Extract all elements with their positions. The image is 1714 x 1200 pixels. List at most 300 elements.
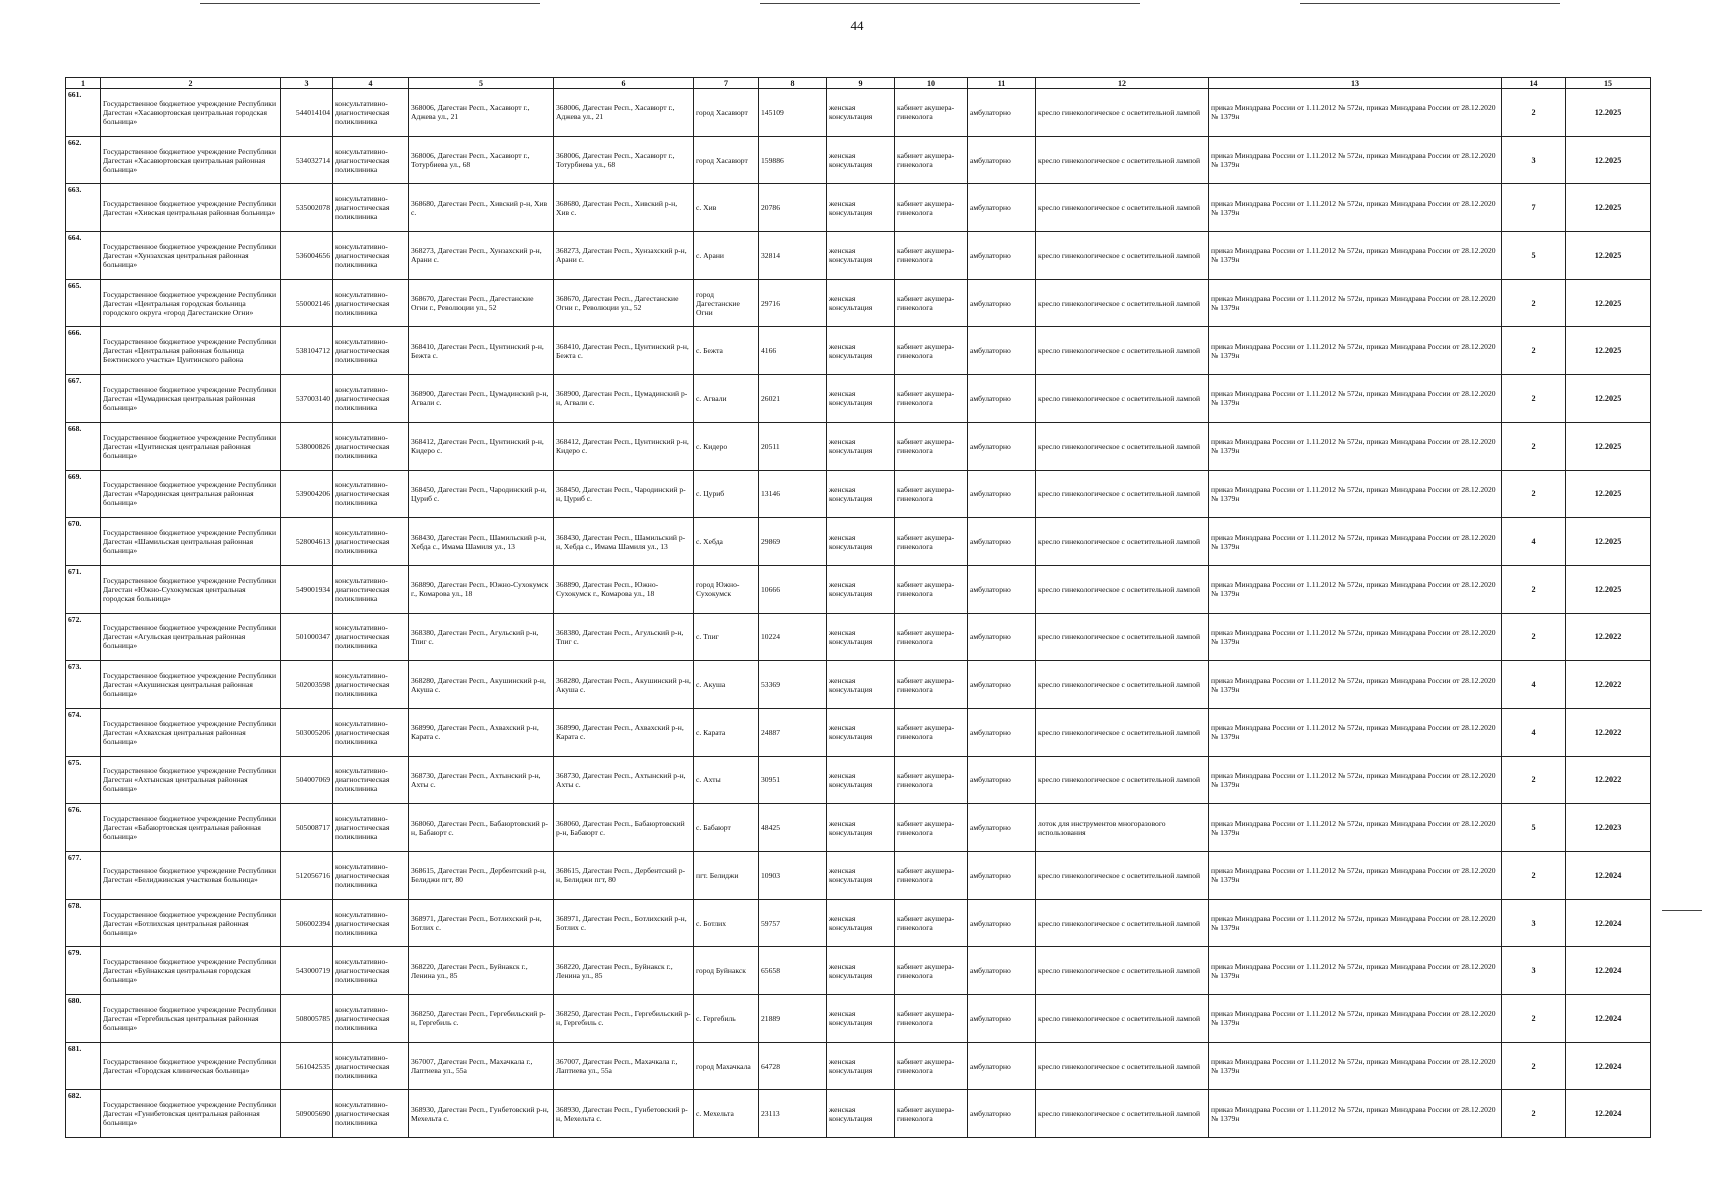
care-mode-cell: амбулаторно	[968, 947, 1036, 995]
facility-type-cell: консультативно-диагностическая поликлиника	[333, 89, 409, 137]
population-cell: 26021	[759, 375, 827, 423]
institution-code-cell: 503005206	[281, 708, 333, 756]
actual-address-cell: 368990, Дагестан Респ., Ахвахский р-н, Карата с.	[554, 708, 694, 756]
room-type-cell: кабинет акушера-гинеколога	[895, 136, 968, 184]
service-profile-cell: женская консультация	[827, 852, 895, 900]
locality-cell: с. Хив	[694, 184, 759, 232]
actual-address-cell: 368410, Дагестан Респ., Цунтинский р-н, Бежта с.	[554, 327, 694, 375]
locality-cell: с. Арани	[694, 232, 759, 280]
row-number-cell: 674.	[66, 708, 101, 756]
care-mode-cell: амбулаторно	[968, 232, 1036, 280]
row-number-cell: 667.	[66, 375, 101, 423]
quantity-cell: 2	[1502, 89, 1566, 137]
locality-cell: с. Цуриб	[694, 470, 759, 518]
delivery-date-cell: 12.2024	[1566, 852, 1651, 900]
institution-code-cell: 561042535	[281, 1042, 333, 1090]
care-mode-cell: амбулаторно	[968, 1042, 1036, 1090]
institution-name-cell: Государственное бюджетное учреждение Республики Дагестан «Цунтинская центральная районная больница»	[101, 422, 281, 470]
institution-name-cell: Государственное бюджетное учреждение Республики Дагестан «Центральная районная больница Бежтинского участка» Цунтинского района	[101, 327, 281, 375]
regulation-reference-cell: приказ Минздрава России от 1.11.2012 № 572н, приказ Минздрава России от 28.12.2020 № 1379н	[1209, 899, 1502, 947]
equipment-name-cell: кресло гинекологическое с осветительной лампой	[1036, 184, 1209, 232]
care-mode-cell: амбулаторно	[968, 136, 1036, 184]
service-profile-cell: женская консультация	[827, 899, 895, 947]
actual-address-cell: 368006, Дагестан Респ., Хасавюрт г., Аджева ул., 21	[554, 89, 694, 137]
room-type-cell: кабинет акушера-гинеколога	[895, 852, 968, 900]
row-number-cell: 676.	[66, 804, 101, 852]
regulation-reference-cell: приказ Минздрава России от 1.11.2012 № 572н, приказ Минздрава России от 28.12.2020 № 1379н	[1209, 422, 1502, 470]
locality-cell: город Дагестанские Огни	[694, 279, 759, 327]
actual-address-cell: 368273, Дагестан Респ., Хунзахский р-н, Арани с.	[554, 232, 694, 280]
column-header-13: 13	[1209, 78, 1502, 89]
service-profile-cell: женская консультация	[827, 327, 895, 375]
locality-cell: город Махачкала	[694, 1042, 759, 1090]
equipment-name-cell: кресло гинекологическое с осветительной лампой	[1036, 756, 1209, 804]
service-profile-cell: женская консультация	[827, 565, 895, 613]
delivery-date-cell: 12.2025	[1566, 136, 1651, 184]
row-number-cell: 661.	[66, 89, 101, 137]
quantity-cell: 2	[1502, 613, 1566, 661]
quantity-cell: 2	[1502, 470, 1566, 518]
legal-address-cell: 368280, Дагестан Респ., Акушинский р-н, Акуша с.	[409, 661, 554, 709]
quantity-cell: 2	[1502, 1090, 1566, 1138]
table-row	[66, 1042, 1651, 1090]
table-body	[66, 89, 1651, 1138]
quantity-cell: 2	[1502, 565, 1566, 613]
population-cell: 13146	[759, 470, 827, 518]
population-cell: 145109	[759, 89, 827, 137]
delivery-date-cell: 12.2025	[1566, 327, 1651, 375]
locality-cell: с. Бабаюрт	[694, 804, 759, 852]
delivery-date-cell: 12.2025	[1566, 375, 1651, 423]
institution-code-cell: 504007069	[281, 756, 333, 804]
institution-code-cell: 534032714	[281, 136, 333, 184]
regulation-reference-cell: приказ Минздрава России от 1.11.2012 № 572н, приказ Минздрава России от 28.12.2020 № 1379н	[1209, 613, 1502, 661]
row-number-cell: 662.	[66, 136, 101, 184]
column-header-3: 3	[281, 78, 333, 89]
care-mode-cell: амбулаторно	[968, 804, 1036, 852]
delivery-date-cell: 12.2025	[1566, 422, 1651, 470]
population-cell: 23113	[759, 1090, 827, 1138]
institution-code-cell: 538000826	[281, 422, 333, 470]
legal-address-cell: 368006, Дагестан Респ., Хасавюрт г., Аджева ул., 21	[409, 89, 554, 137]
column-number-row	[66, 78, 1651, 89]
institution-name-cell: Государственное бюджетное учреждение Республики Дагестан «Южно-Сухокумская центральная городская больница»	[101, 565, 281, 613]
room-type-cell: кабинет акушера-гинеколога	[895, 1090, 968, 1138]
column-header-12: 12	[1036, 78, 1209, 89]
legal-address-cell: 368380, Дагестан Респ., Агульский р-н, Тпиг с.	[409, 613, 554, 661]
service-profile-cell: женская консультация	[827, 470, 895, 518]
locality-cell: город Буйнакск	[694, 947, 759, 995]
service-profile-cell: женская консультация	[827, 613, 895, 661]
service-profile-cell: женская консультация	[827, 995, 895, 1043]
locality-cell: с. Карата	[694, 708, 759, 756]
row-number-cell: 670.	[66, 518, 101, 566]
population-cell: 59757	[759, 899, 827, 947]
table-row	[66, 852, 1651, 900]
room-type-cell: кабинет акушера-гинеколога	[895, 565, 968, 613]
delivery-date-cell: 12.2025	[1566, 518, 1651, 566]
population-cell: 53369	[759, 661, 827, 709]
institution-code-cell: 505008717	[281, 804, 333, 852]
facility-type-cell: консультативно-диагностическая поликлиника	[333, 995, 409, 1043]
table-row	[66, 232, 1651, 280]
regulation-reference-cell: приказ Минздрава России от 1.11.2012 № 572н, приказ Минздрава России от 28.12.2020 № 1379н	[1209, 89, 1502, 137]
table-row	[66, 279, 1651, 327]
row-number-cell: 675.	[66, 756, 101, 804]
locality-cell: с. Кидеро	[694, 422, 759, 470]
facility-type-cell: консультативно-диагностическая поликлиника	[333, 708, 409, 756]
institution-code-cell: 539004206	[281, 470, 333, 518]
equipment-name-cell: лоток для инструментов многоразового использования	[1036, 804, 1209, 852]
care-mode-cell: амбулаторно	[968, 565, 1036, 613]
room-type-cell: кабинет акушера-гинеколога	[895, 804, 968, 852]
facility-type-cell: консультативно-диагностическая поликлиника	[333, 375, 409, 423]
care-mode-cell: амбулаторно	[968, 852, 1036, 900]
legal-address-cell: 368730, Дагестан Респ., Ахтынский р-н, Ахты с.	[409, 756, 554, 804]
regulation-reference-cell: приказ Минздрава России от 1.11.2012 № 572н, приказ Минздрава России от 28.12.2020 № 1379н	[1209, 804, 1502, 852]
actual-address-cell: 368380, Дагестан Респ., Агульский р-н, Тпиг с.	[554, 613, 694, 661]
room-type-cell: кабинет акушера-гинеколога	[895, 613, 968, 661]
quantity-cell: 3	[1502, 899, 1566, 947]
locality-cell: с. Бежта	[694, 327, 759, 375]
quantity-cell: 2	[1502, 995, 1566, 1043]
equipment-name-cell: кресло гинекологическое с осветительной лампой	[1036, 232, 1209, 280]
actual-address-cell: 368250, Дагестан Респ., Гергебильский р-н, Гергебиль с.	[554, 995, 694, 1043]
regulation-reference-cell: приказ Минздрава России от 1.11.2012 № 572н, приказ Минздрава России от 28.12.2020 № 1379н	[1209, 756, 1502, 804]
table-row	[66, 327, 1651, 375]
scan-line-right-edge	[1662, 910, 1702, 911]
care-mode-cell: амбулаторно	[968, 184, 1036, 232]
quantity-cell: 3	[1502, 947, 1566, 995]
table-row	[66, 756, 1651, 804]
equipment-name-cell: кресло гинекологическое с осветительной лампой	[1036, 899, 1209, 947]
delivery-date-cell: 12.2022	[1566, 756, 1651, 804]
delivery-date-cell: 12.2025	[1566, 279, 1651, 327]
room-type-cell: кабинет акушера-гинеколога	[895, 1042, 968, 1090]
column-header-2: 2	[101, 78, 281, 89]
locality-cell: город Хасавюрт	[694, 89, 759, 137]
care-mode-cell: амбулаторно	[968, 279, 1036, 327]
institution-name-cell: Государственное бюджетное учреждение Республики Дагестан «Цумадинская центральная районная больница»	[101, 375, 281, 423]
equipment-name-cell: кресло гинекологическое с осветительной лампой	[1036, 1090, 1209, 1138]
locality-cell: с. Тпиг	[694, 613, 759, 661]
row-number-cell: 677.	[66, 852, 101, 900]
row-number-cell: 678.	[66, 899, 101, 947]
locality-cell: с. Агвали	[694, 375, 759, 423]
equipment-name-cell: кресло гинекологическое с осветительной лампой	[1036, 708, 1209, 756]
service-profile-cell: женская консультация	[827, 947, 895, 995]
delivery-date-cell: 12.2025	[1566, 232, 1651, 280]
institution-code-cell: 501000347	[281, 613, 333, 661]
institution-code-cell: 506002394	[281, 899, 333, 947]
row-number-cell: 668.	[66, 422, 101, 470]
room-type-cell: кабинет акушера-гинеколога	[895, 518, 968, 566]
locality-cell: с. Мехельта	[694, 1090, 759, 1138]
equipment-name-cell: кресло гинекологическое с осветительной лампой	[1036, 89, 1209, 137]
institution-code-cell: 512056716	[281, 852, 333, 900]
institution-code-cell: 544014104	[281, 89, 333, 137]
care-mode-cell: амбулаторно	[968, 899, 1036, 947]
facility-type-cell: консультативно-диагностическая поликлиника	[333, 136, 409, 184]
population-cell: 21889	[759, 995, 827, 1043]
equipment-name-cell: кресло гинекологическое с осветительной лампой	[1036, 947, 1209, 995]
table-row	[66, 518, 1651, 566]
column-header-1: 1	[66, 78, 101, 89]
delivery-date-cell: 12.2025	[1566, 89, 1651, 137]
table-row	[66, 995, 1651, 1043]
row-number-cell: 664.	[66, 232, 101, 280]
delivery-date-cell: 12.2024	[1566, 1042, 1651, 1090]
institution-name-cell: Государственное бюджетное учреждение Республики Дагестан «Акушинская центральная районная больница»	[101, 661, 281, 709]
population-cell: 29716	[759, 279, 827, 327]
delivery-date-cell: 12.2025	[1566, 184, 1651, 232]
service-profile-cell: женская консультация	[827, 804, 895, 852]
facility-type-cell: консультативно-диагностическая поликлиника	[333, 1042, 409, 1090]
locality-cell: с. Ахты	[694, 756, 759, 804]
room-type-cell: кабинет акушера-гинеколога	[895, 756, 968, 804]
delivery-date-cell: 12.2024	[1566, 995, 1651, 1043]
legal-address-cell: 368250, Дагестан Респ., Гергебильский р-н, Гергебиль с.	[409, 995, 554, 1043]
room-type-cell: кабинет акушера-гинеколога	[895, 184, 968, 232]
equipment-name-cell: кресло гинекологическое с осветительной лампой	[1036, 995, 1209, 1043]
regulation-reference-cell: приказ Минздрава России от 1.11.2012 № 572н, приказ Минздрава России от 28.12.2020 № 1379н	[1209, 852, 1502, 900]
locality-cell: с. Ботлих	[694, 899, 759, 947]
table-row	[66, 470, 1651, 518]
quantity-cell: 2	[1502, 1042, 1566, 1090]
regulation-reference-cell: приказ Минздрава России от 1.11.2012 № 572н, приказ Минздрава России от 28.12.2020 № 1379н	[1209, 995, 1502, 1043]
room-type-cell: кабинет акушера-гинеколога	[895, 995, 968, 1043]
room-type-cell: кабинет акушера-гинеколога	[895, 327, 968, 375]
service-profile-cell: женская консультация	[827, 661, 895, 709]
equipment-name-cell: кресло гинекологическое с осветительной лампой	[1036, 661, 1209, 709]
facility-type-cell: консультативно-диагностическая поликлиника	[333, 756, 409, 804]
service-profile-cell: женская консультация	[827, 756, 895, 804]
legal-address-cell: 368930, Дагестан Респ., Гунбетовский р-н, Мехельта с.	[409, 1090, 554, 1138]
table-row	[66, 1090, 1651, 1138]
table-row	[66, 565, 1651, 613]
institution-code-cell: 549001934	[281, 565, 333, 613]
equipment-name-cell: кресло гинекологическое с осветительной лампой	[1036, 422, 1209, 470]
row-number-cell: 663.	[66, 184, 101, 232]
registry-table	[65, 77, 1651, 1138]
population-cell: 29869	[759, 518, 827, 566]
institution-name-cell: Государственное бюджетное учреждение Республики Дагестан «Хивская центральная районная больница»	[101, 184, 281, 232]
care-mode-cell: амбулаторно	[968, 756, 1036, 804]
legal-address-cell: 368060, Дагестан Респ., Бабаюртовский р-н, Бабаюрт с.	[409, 804, 554, 852]
facility-type-cell: консультативно-диагностическая поликлиника	[333, 804, 409, 852]
quantity-cell: 2	[1502, 327, 1566, 375]
equipment-name-cell: кресло гинекологическое с осветительной лампой	[1036, 327, 1209, 375]
population-cell: 10903	[759, 852, 827, 900]
actual-address-cell: 368220, Дагестан Респ., Буйнакск г., Ленина ул., 85	[554, 947, 694, 995]
population-cell: 24887	[759, 708, 827, 756]
actual-address-cell: 368615, Дагестан Респ., Дербентский р-н, Белиджи пгт, 80	[554, 852, 694, 900]
column-header-4: 4	[333, 78, 409, 89]
institution-name-cell: Государственное бюджетное учреждение Республики Дагестан «Буйнакская центральная городская больница»	[101, 947, 281, 995]
equipment-name-cell: кресло гинекологическое с осветительной лампой	[1036, 1042, 1209, 1090]
quantity-cell: 5	[1502, 232, 1566, 280]
institution-code-cell: 543000719	[281, 947, 333, 995]
column-header-6: 6	[554, 78, 694, 89]
care-mode-cell: амбулаторно	[968, 613, 1036, 661]
legal-address-cell: 368410, Дагестан Респ., Цунтинский р-н, Бежта с.	[409, 327, 554, 375]
service-profile-cell: женская консультация	[827, 518, 895, 566]
institution-name-cell: Государственное бюджетное учреждение Республики Дагестан «Городская клиническая больница»	[101, 1042, 281, 1090]
population-cell: 65658	[759, 947, 827, 995]
institution-code-cell: 528004613	[281, 518, 333, 566]
legal-address-cell: 367007, Дагестан Респ., Махачкала г., Лаптиева ул., 55а	[409, 1042, 554, 1090]
regulation-reference-cell: приказ Минздрава России от 1.11.2012 № 572н, приказ Минздрава России от 28.12.2020 № 1379н	[1209, 661, 1502, 709]
institution-name-cell: Государственное бюджетное учреждение Республики Дагестан «Гунибетовская центральная районная больница»	[101, 1090, 281, 1138]
equipment-name-cell: кресло гинекологическое с осветительной лампой	[1036, 518, 1209, 566]
legal-address-cell: 368900, Дагестан Респ., Цумадинский р-н, Агвали с.	[409, 375, 554, 423]
population-cell: 20511	[759, 422, 827, 470]
quantity-cell: 4	[1502, 661, 1566, 709]
care-mode-cell: амбулаторно	[968, 518, 1036, 566]
institution-name-cell: Государственное бюджетное учреждение Республики Дагестан «Белиджинская участковая больница»	[101, 852, 281, 900]
quantity-cell: 4	[1502, 708, 1566, 756]
legal-address-cell: 368412, Дагестан Респ., Цунтинский р-н, Кидеро с.	[409, 422, 554, 470]
locality-cell: с. Хебда	[694, 518, 759, 566]
regulation-reference-cell: приказ Минздрава России от 1.11.2012 № 572н, приказ Минздрава России от 28.12.2020 № 1379н	[1209, 184, 1502, 232]
delivery-date-cell: 12.2022	[1566, 708, 1651, 756]
facility-type-cell: консультативно-диагностическая поликлиника	[333, 852, 409, 900]
regulation-reference-cell: приказ Минздрава России от 1.11.2012 № 572н, приказ Минздрава России от 28.12.2020 № 1379н	[1209, 708, 1502, 756]
facility-type-cell: консультативно-диагностическая поликлиника	[333, 422, 409, 470]
institution-code-cell: 508005785	[281, 995, 333, 1043]
institution-code-cell: 535002078	[281, 184, 333, 232]
table-row	[66, 89, 1651, 137]
service-profile-cell: женская консультация	[827, 1090, 895, 1138]
service-profile-cell: женская консультация	[827, 184, 895, 232]
delivery-date-cell: 12.2025	[1566, 565, 1651, 613]
actual-address-cell: 368450, Дагестан Респ., Чародинский р-н, Цуриб с.	[554, 470, 694, 518]
care-mode-cell: амбулаторно	[968, 1090, 1036, 1138]
regulation-reference-cell: приказ Минздрава России от 1.11.2012 № 572н, приказ Минздрава России от 28.12.2020 № 1379н	[1209, 1090, 1502, 1138]
regulation-reference-cell: приказ Минздрава России от 1.11.2012 № 572н, приказ Минздрава России от 28.12.2020 № 1379н	[1209, 327, 1502, 375]
column-header-11: 11	[968, 78, 1036, 89]
table-row	[66, 184, 1651, 232]
delivery-date-cell: 12.2024	[1566, 1090, 1651, 1138]
quantity-cell: 2	[1502, 279, 1566, 327]
institution-code-cell: 550002146	[281, 279, 333, 327]
legal-address-cell: 368890, Дагестан Респ., Южно-Сухокумск г., Комарова ул., 18	[409, 565, 554, 613]
room-type-cell: кабинет акушера-гинеколога	[895, 899, 968, 947]
regulation-reference-cell: приказ Минздрава России от 1.11.2012 № 572н, приказ Минздрава России от 28.12.2020 № 1379н	[1209, 565, 1502, 613]
actual-address-cell: 368900, Дагестан Респ., Цумадинский р-н, Агвали с.	[554, 375, 694, 423]
actual-address-cell: 368670, Дагестан Респ., Дагестанские Огни г., Революции ул., 52	[554, 279, 694, 327]
table-row	[66, 899, 1651, 947]
population-cell: 64728	[759, 1042, 827, 1090]
facility-type-cell: консультативно-диагностическая поликлиника	[333, 279, 409, 327]
row-number-cell: 680.	[66, 995, 101, 1043]
institution-name-cell: Государственное бюджетное учреждение Республики Дагестан «Центральная городская больница городского округа «город Дагестанские Огни»	[101, 279, 281, 327]
care-mode-cell: амбулаторно	[968, 422, 1036, 470]
row-number-cell: 682.	[66, 1090, 101, 1138]
equipment-name-cell: кресло гинекологическое с осветительной лампой	[1036, 136, 1209, 184]
facility-type-cell: консультативно-диагностическая поликлиника	[333, 232, 409, 280]
institution-name-cell: Государственное бюджетное учреждение Республики Дагестан «Хасавюртовская центральная районная больница»	[101, 136, 281, 184]
scan-line-top-right	[1300, 3, 1560, 4]
institution-code-cell: 536004656	[281, 232, 333, 280]
regulation-reference-cell: приказ Минздрава России от 1.11.2012 № 572н, приказ Минздрава России от 28.12.2020 № 1379н	[1209, 375, 1502, 423]
care-mode-cell: амбулаторно	[968, 89, 1036, 137]
delivery-date-cell: 12.2024	[1566, 947, 1651, 995]
legal-address-cell: 368670, Дагестан Респ., Дагестанские Огни г., Революции ул., 52	[409, 279, 554, 327]
quantity-cell: 4	[1502, 518, 1566, 566]
actual-address-cell: 367007, Дагестан Респ., Махачкала г., Лаптиева ул., 55а	[554, 1042, 694, 1090]
facility-type-cell: консультативно-диагностическая поликлиника	[333, 470, 409, 518]
institution-name-cell: Государственное бюджетное учреждение Республики Дагестан «Ботлихская центральная районная больница»	[101, 899, 281, 947]
page-number: 44	[850, 18, 864, 33]
delivery-date-cell: 12.2022	[1566, 613, 1651, 661]
care-mode-cell: амбулаторно	[968, 708, 1036, 756]
institution-name-cell: Государственное бюджетное учреждение Республики Дагестан «Ахтынская центральная районная больница»	[101, 756, 281, 804]
actual-address-cell: 368006, Дагестан Респ., Хасавюрт г., Тотурбиева ул., 68	[554, 136, 694, 184]
locality-cell: с. Акуша	[694, 661, 759, 709]
column-header-14: 14	[1502, 78, 1566, 89]
column-header-7: 7	[694, 78, 759, 89]
table-row	[66, 708, 1651, 756]
table-row	[66, 375, 1651, 423]
legal-address-cell: 368990, Дагестан Респ., Ахвахский р-н, Карата с.	[409, 708, 554, 756]
population-cell: 20786	[759, 184, 827, 232]
room-type-cell: кабинет акушера-гинеколога	[895, 279, 968, 327]
room-type-cell: кабинет акушера-гинеколога	[895, 470, 968, 518]
equipment-name-cell: кресло гинекологическое с осветительной лампой	[1036, 470, 1209, 518]
table-row	[66, 804, 1651, 852]
row-number-cell: 671.	[66, 565, 101, 613]
column-header-5: 5	[409, 78, 554, 89]
facility-type-cell: консультативно-диагностическая поликлиника	[333, 613, 409, 661]
actual-address-cell: 368280, Дагестан Респ., Акушинский р-н, Акуша с.	[554, 661, 694, 709]
population-cell: 159886	[759, 136, 827, 184]
facility-type-cell: консультативно-диагностическая поликлиника	[333, 899, 409, 947]
quantity-cell: 2	[1502, 422, 1566, 470]
institution-name-cell: Государственное бюджетное учреждение Республики Дагестан «Чародинская центральная районная больница»	[101, 470, 281, 518]
care-mode-cell: амбулаторно	[968, 661, 1036, 709]
row-number-cell: 672.	[66, 613, 101, 661]
room-type-cell: кабинет акушера-гинеколога	[895, 89, 968, 137]
legal-address-cell: 368615, Дагестан Респ., Дербентский р-н, Белиджи пгт, 80	[409, 852, 554, 900]
room-type-cell: кабинет акушера-гинеколога	[895, 947, 968, 995]
row-number-cell: 673.	[66, 661, 101, 709]
locality-cell: город Южно-Сухокумск	[694, 565, 759, 613]
scan-line-top-middle	[760, 3, 1140, 4]
institution-name-cell: Государственное бюджетное учреждение Республики Дагестан «Бабаюртовская центральная районная больница»	[101, 804, 281, 852]
regulation-reference-cell: приказ Минздрава России от 1.11.2012 № 572н, приказ Минздрава России от 28.12.2020 № 1379н	[1209, 232, 1502, 280]
care-mode-cell: амбулаторно	[968, 327, 1036, 375]
room-type-cell: кабинет акушера-гинеколога	[895, 375, 968, 423]
institution-name-cell: Государственное бюджетное учреждение Республики Дагестан «Ахвахская центральная районная больница»	[101, 708, 281, 756]
locality-cell: с. Гергебиль	[694, 995, 759, 1043]
population-cell: 32814	[759, 232, 827, 280]
equipment-name-cell: кресло гинекологическое с осветительной лампой	[1036, 852, 1209, 900]
table-row	[66, 947, 1651, 995]
institution-name-cell: Государственное бюджетное учреждение Республики Дагестан «Шамильская центральная районная больница»	[101, 518, 281, 566]
room-type-cell: кабинет акушера-гинеколога	[895, 661, 968, 709]
care-mode-cell: амбулаторно	[968, 375, 1036, 423]
service-profile-cell: женская консультация	[827, 422, 895, 470]
facility-type-cell: консультативно-диагностическая поликлиника	[333, 184, 409, 232]
regulation-reference-cell: приказ Минздрава России от 1.11.2012 № 572н, приказ Минздрава России от 28.12.2020 № 1379н	[1209, 470, 1502, 518]
equipment-name-cell: кресло гинекологическое с осветительной лампой	[1036, 565, 1209, 613]
quantity-cell: 7	[1502, 184, 1566, 232]
institution-code-cell: 509005690	[281, 1090, 333, 1138]
equipment-name-cell: кресло гинекологическое с осветительной лампой	[1036, 279, 1209, 327]
delivery-date-cell: 12.2023	[1566, 804, 1651, 852]
service-profile-cell: женская консультация	[827, 89, 895, 137]
